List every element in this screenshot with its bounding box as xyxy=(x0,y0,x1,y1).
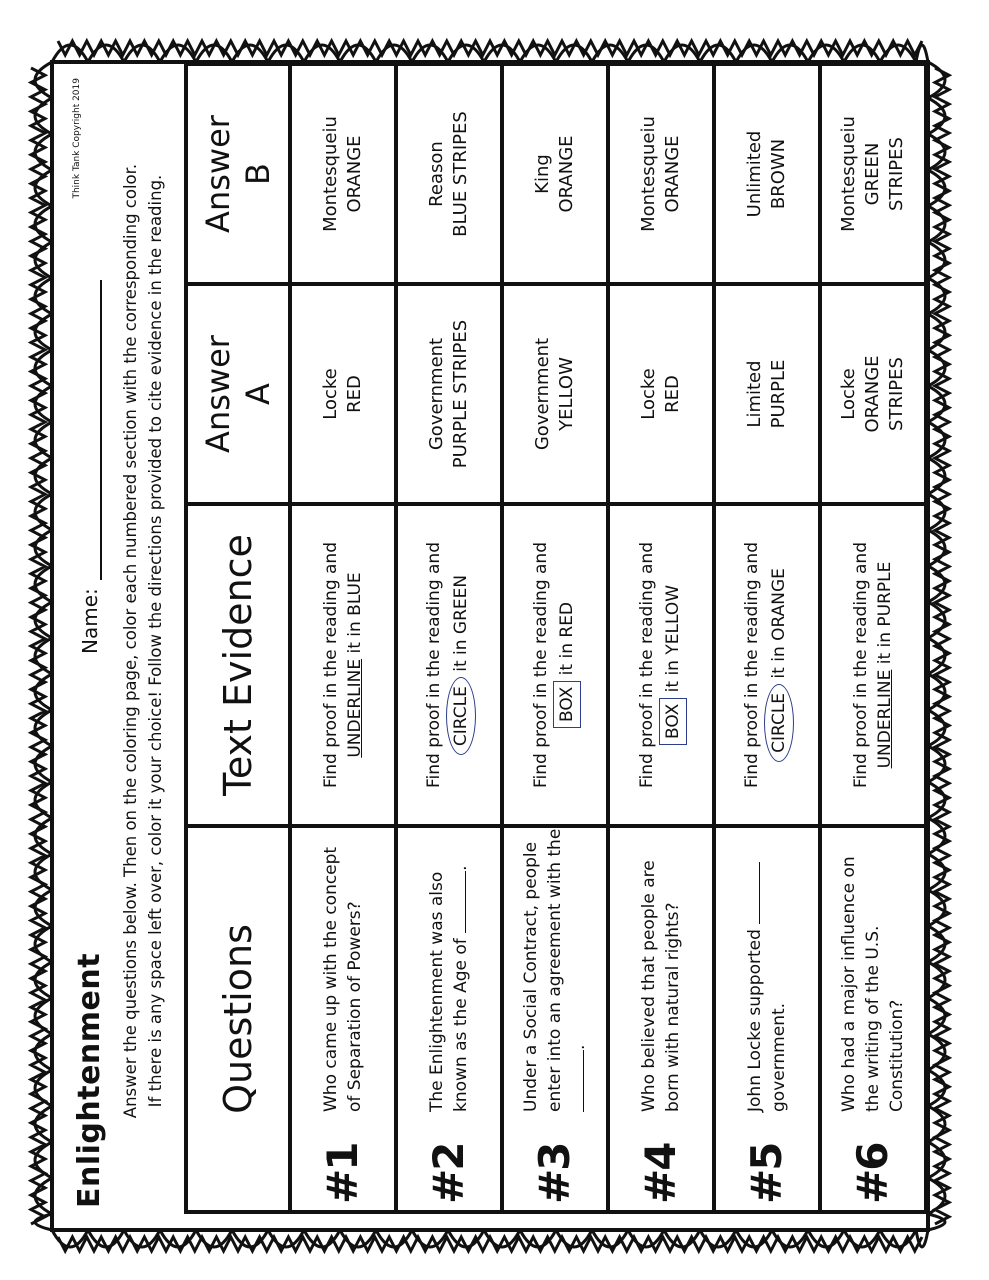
answer-a-header-word: Answer xyxy=(198,335,237,453)
instructions-line-1: Answer the questions below. Then on the coloring page, color each numbered section with the corresponding color. xyxy=(120,163,140,1119)
question-cell-2 xyxy=(396,826,502,1212)
worksheet xyxy=(66,66,924,1214)
question-text xyxy=(743,828,791,1112)
answer-b-text: King xyxy=(531,154,553,194)
evidence-color: it in GREEN xyxy=(450,574,471,672)
answer-b-text: Montesqueiu xyxy=(637,116,659,232)
evidence-text: Find proof in the reading and xyxy=(741,542,762,788)
answer-a-color-2: STRIPES xyxy=(885,357,907,431)
name-field[interactable] xyxy=(78,280,102,654)
answer-b-option-3[interactable] xyxy=(502,64,608,284)
answer-a-option-2[interactable] xyxy=(396,284,502,504)
question-text xyxy=(425,828,473,1112)
evidence-color: it in PURPLE xyxy=(874,561,895,665)
evidence-action-circle: CIRCLE xyxy=(446,677,476,755)
evidence-action-box: BOX xyxy=(553,681,581,728)
answer-a-header xyxy=(186,284,290,504)
answer-b-color: BLUE STRIPES xyxy=(449,111,471,237)
table-row xyxy=(714,64,820,1212)
answer-b-color: GREEN xyxy=(861,142,883,206)
answer-a-text: Government xyxy=(425,337,447,451)
evidence-color: it in BLUE xyxy=(344,572,365,654)
instructions-line-2: If there is any space left over, color it your choice! Follow the directions provided to cite evidence in the reading. xyxy=(145,174,165,1108)
question-cell-4 xyxy=(608,826,714,1212)
question-cell-3 xyxy=(502,826,608,1212)
answer-a-text: Locke xyxy=(837,368,859,420)
question-text-part: The Enlightenment was also known as the Age of xyxy=(426,871,471,1112)
answer-b-header xyxy=(186,64,290,284)
question-number: #2 xyxy=(423,1143,473,1204)
table-row xyxy=(396,64,502,1212)
evidence-text: Find proof in the reading and xyxy=(636,542,657,788)
question-cell-1 xyxy=(290,826,396,1212)
question-number: #3 xyxy=(529,1143,579,1204)
question-text-part: Under a Social Contract, people enter into an agreement with the xyxy=(520,828,565,1112)
worksheet-header xyxy=(66,66,184,1214)
table-row xyxy=(502,64,608,1212)
evidence-cell-6 xyxy=(820,504,926,826)
question-text xyxy=(519,828,591,1112)
copyright-notice: Think Tank Copyright 2019 xyxy=(71,78,82,199)
answer-b-text: Montesqueiu xyxy=(837,116,859,232)
fill-in-blank[interactable] xyxy=(743,862,760,924)
question-text: Who had a major influence on the writing of the U.S. Constitution? xyxy=(838,856,907,1112)
answer-a-color: PURPLE xyxy=(767,359,789,429)
answer-a-color: PURPLE STRIPES xyxy=(449,319,471,469)
answer-a-color: RED xyxy=(343,375,365,413)
answer-a-option-4[interactable] xyxy=(608,284,714,504)
question-cell-6 xyxy=(820,826,926,1212)
answer-b-color: ORANGE xyxy=(343,135,365,213)
question-text-end: . xyxy=(450,865,471,871)
evidence-cell-3 xyxy=(502,504,608,826)
evidence-color: it in ORANGE xyxy=(768,568,789,679)
question-text-end: . xyxy=(568,1044,589,1050)
evidence-text: Find proof in the reading and xyxy=(423,542,444,788)
evidence-action-underline: UNDERLINE xyxy=(874,669,895,769)
instructions xyxy=(118,76,168,1206)
answer-b-color: ORANGE xyxy=(555,135,577,213)
fill-in-blank[interactable] xyxy=(449,871,466,933)
answer-b-option-5[interactable] xyxy=(714,64,820,284)
question-text-end: government. xyxy=(768,1002,789,1112)
answer-b-header-letter: B xyxy=(238,163,277,185)
answer-b-option-2[interactable] xyxy=(396,64,502,284)
answer-a-text: Locke xyxy=(637,368,659,420)
question-number: #6 xyxy=(847,1143,897,1204)
evidence-cell-5 xyxy=(714,504,820,826)
evidence-cell-1 xyxy=(290,504,396,826)
question-number: #4 xyxy=(635,1143,685,1204)
answer-b-color: BROWN xyxy=(767,138,789,210)
answer-b-text: Reason xyxy=(425,141,447,207)
answer-b-color: ORANGE xyxy=(661,135,683,213)
worksheet-title: Enlightenment xyxy=(71,952,107,1208)
answer-a-text: Government xyxy=(531,337,553,451)
answer-b-text: Unlimited xyxy=(743,130,765,218)
question-number: #5 xyxy=(741,1143,791,1204)
answer-a-option-1[interactable] xyxy=(290,284,396,504)
evidence-text: Find proof in the reading and xyxy=(320,542,341,788)
answer-b-option-4[interactable] xyxy=(608,64,714,284)
table-row xyxy=(290,64,396,1212)
question-text: Who came up with the concept of Separation of Powers? xyxy=(320,846,365,1112)
answer-a-text: Limited xyxy=(743,360,765,428)
answer-a-option-3[interactable] xyxy=(502,284,608,504)
evidence-action-circle: CIRCLE xyxy=(764,684,794,762)
answer-b-header-word: Answer xyxy=(198,115,237,233)
answer-a-color: RED xyxy=(661,375,683,413)
question-number: #1 xyxy=(317,1143,367,1204)
table-row xyxy=(608,64,714,1212)
evidence-text: Find proof in the reading and xyxy=(850,542,871,788)
evidence-cell-4 xyxy=(608,504,714,826)
questions-header: Questions xyxy=(186,826,290,1212)
question-text: Who believed that people are born with natural rights? xyxy=(638,860,683,1112)
question-cell-5 xyxy=(714,826,820,1212)
answer-a-text: Locke xyxy=(319,368,341,420)
answer-a-option-6[interactable] xyxy=(820,284,926,504)
answer-a-color: ORANGE xyxy=(861,355,883,433)
answer-b-option-6[interactable] xyxy=(820,64,926,284)
evidence-color: it in RED xyxy=(556,601,577,676)
fill-in-blank[interactable] xyxy=(567,1050,584,1112)
header-row xyxy=(186,64,290,1212)
answer-b-option-1[interactable] xyxy=(290,64,396,284)
name-blank-line[interactable] xyxy=(100,280,102,580)
table-row xyxy=(820,64,926,1212)
answer-b-color-2: STRIPES xyxy=(885,137,907,211)
evidence-cell-2 xyxy=(396,504,502,826)
evidence-text: Find proof in the reading and xyxy=(530,542,551,788)
evidence-header: Text Evidence xyxy=(186,504,290,826)
answer-a-header-letter: A xyxy=(238,383,277,405)
evidence-color: it in YELLOW xyxy=(662,584,683,693)
question-table xyxy=(184,62,928,1214)
name-label: Name: xyxy=(77,588,102,654)
answer-a-color: YELLOW xyxy=(555,357,577,431)
evidence-action-underline: UNDERLINE xyxy=(344,658,365,758)
answer-b-text: Montesqueiu xyxy=(319,116,341,232)
question-text-part: John Locke supported xyxy=(744,929,765,1112)
answer-a-option-5[interactable] xyxy=(714,284,820,504)
evidence-action-box: BOX xyxy=(659,698,687,745)
